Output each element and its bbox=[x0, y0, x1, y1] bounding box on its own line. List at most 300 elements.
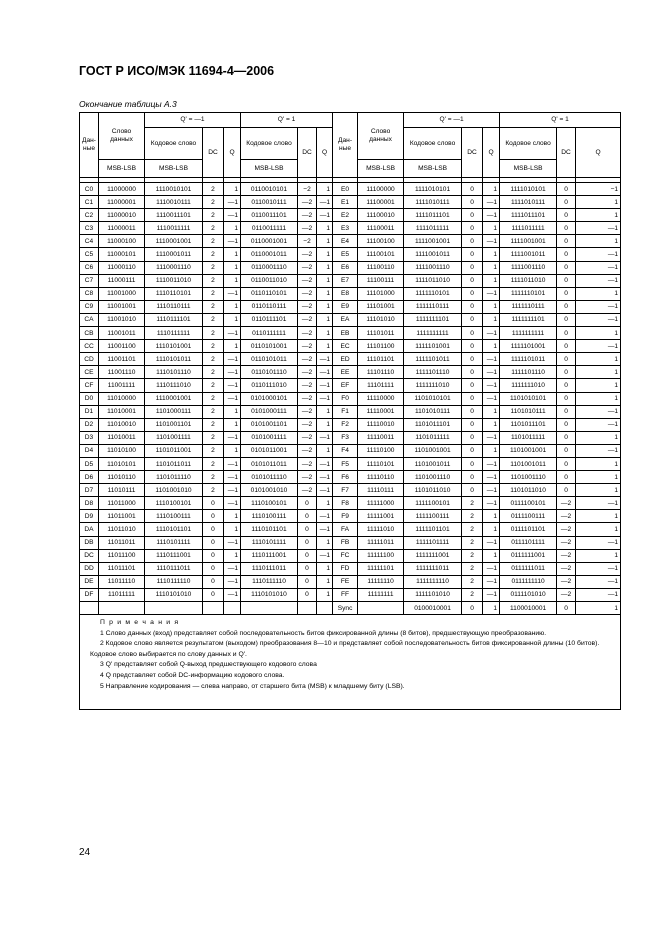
hex-cell: CB bbox=[80, 327, 99, 340]
codeword-cell: 0110001110 bbox=[241, 261, 298, 274]
hex-cell: D9 bbox=[80, 510, 99, 523]
codeword-cell: 1110101101 bbox=[145, 523, 203, 536]
codeword-cell: 1110010111 bbox=[145, 196, 203, 209]
q-cell: 1 bbox=[483, 222, 500, 235]
codeword-cell: 0101011110 bbox=[241, 471, 298, 484]
q-cell: 1 bbox=[317, 327, 333, 340]
q-cell: 1 bbox=[317, 444, 333, 457]
dc-cell: —2 bbox=[557, 562, 576, 575]
codeword-cell: 1101011101 bbox=[500, 418, 557, 431]
dc-cell: 2 bbox=[203, 235, 224, 248]
codeword-cell: 1110100101 bbox=[145, 497, 203, 510]
codeword-cell: 0101000101 bbox=[241, 392, 298, 405]
codeword-cell: 1110101001 bbox=[145, 340, 203, 353]
hex-cell: Sync bbox=[333, 602, 358, 615]
dc-cell: 0 bbox=[462, 431, 483, 444]
dc-cell: 0 bbox=[462, 235, 483, 248]
dc-cell: —2 bbox=[298, 274, 317, 287]
dc-cell: 0 bbox=[462, 340, 483, 353]
q-cell: 1 bbox=[317, 248, 333, 261]
dc-cell: 2 bbox=[203, 274, 224, 287]
header-q: Q bbox=[224, 128, 241, 178]
dc-cell: 0 bbox=[557, 287, 576, 300]
dc-cell: 0 bbox=[462, 287, 483, 300]
data-word-cell: 11111100 bbox=[358, 549, 404, 562]
codeword-cell: 1111100101 bbox=[404, 497, 462, 510]
data-word-cell: 11111101 bbox=[358, 562, 404, 575]
data-word-cell: 11000001 bbox=[99, 196, 145, 209]
codeword-cell: 1110111111 bbox=[145, 327, 203, 340]
dc-cell: 0 bbox=[557, 353, 576, 366]
header-q: Q bbox=[317, 128, 333, 178]
codeword-cell: 1101001110 bbox=[500, 471, 557, 484]
codeword-cell: 1110001110 bbox=[145, 261, 203, 274]
codeword-cell: 1101001011 bbox=[500, 457, 557, 470]
data-word-cell: 11000100 bbox=[99, 235, 145, 248]
q-cell bbox=[317, 602, 333, 615]
dc-cell: —2 bbox=[298, 248, 317, 261]
q-cell: —1 bbox=[317, 523, 333, 536]
dc-cell: 0 bbox=[298, 523, 317, 536]
codeword-cell: 1101010101 bbox=[404, 392, 462, 405]
codeword-cell: 1101011001 bbox=[145, 444, 203, 457]
q-cell: —1 bbox=[483, 471, 500, 484]
q-cell: —1 bbox=[483, 196, 500, 209]
dc-cell: 0 bbox=[298, 588, 317, 601]
dc-cell: —2 bbox=[298, 379, 317, 392]
codeword-cell: 1110111110 bbox=[241, 575, 298, 588]
dc-cell: 2 bbox=[203, 353, 224, 366]
codeword-cell: 0110110111 bbox=[241, 300, 298, 313]
data-word-cell: 11001110 bbox=[99, 366, 145, 379]
data-word-cell: 11011000 bbox=[99, 497, 145, 510]
codeword-cell: 1110111110 bbox=[145, 575, 203, 588]
q-cell: —1 bbox=[483, 575, 500, 588]
dc-cell: −2 bbox=[298, 183, 317, 196]
hex-cell: C2 bbox=[80, 209, 99, 222]
hex-cell: DD bbox=[80, 562, 99, 575]
data-word-cell: 11011001 bbox=[99, 510, 145, 523]
dc-cell: —2 bbox=[298, 313, 317, 326]
dc-cell: 2 bbox=[203, 340, 224, 353]
dc-cell: 2 bbox=[462, 562, 483, 575]
q-cell: 1 bbox=[317, 562, 333, 575]
header-dc: DC bbox=[557, 128, 576, 178]
dc-cell: 2 bbox=[203, 392, 224, 405]
hex-cell: FB bbox=[333, 536, 358, 549]
hex-cell: F6 bbox=[333, 471, 358, 484]
data-word-cell: 11111111 bbox=[358, 588, 404, 601]
dc-cell: 0 bbox=[462, 379, 483, 392]
dc-cell: 0 bbox=[557, 183, 576, 196]
data-word-cell: 11101000 bbox=[358, 287, 404, 300]
hex-cell: EF bbox=[333, 379, 358, 392]
q-cell: —1 bbox=[483, 379, 500, 392]
dc-cell: 0 bbox=[557, 222, 576, 235]
dc-cell: 0 bbox=[462, 484, 483, 497]
table-row bbox=[80, 183, 621, 196]
q-cell: 1 bbox=[317, 588, 333, 601]
q-cell: 1 bbox=[576, 510, 621, 523]
q-cell: 1 bbox=[576, 235, 621, 248]
dc-cell: 0 bbox=[298, 536, 317, 549]
codeword-cell: 1110101111 bbox=[241, 536, 298, 549]
q-cell: —1 bbox=[576, 340, 621, 353]
q-cell: —1 bbox=[224, 287, 241, 300]
codeword-cell: 0111101111 bbox=[500, 536, 557, 549]
data-word-cell: 11110000 bbox=[358, 392, 404, 405]
q-cell: —1 bbox=[224, 497, 241, 510]
codeword-cell: 1110111101 bbox=[145, 313, 203, 326]
dc-cell: 2 bbox=[203, 444, 224, 457]
table-row bbox=[80, 261, 621, 274]
q-cell: —1 bbox=[576, 261, 621, 274]
dc-cell: 2 bbox=[462, 575, 483, 588]
codeword-cell: 0110011101 bbox=[241, 209, 298, 222]
header-codeword: Кодовое слово bbox=[404, 128, 462, 160]
dc-cell: 0 bbox=[557, 261, 576, 274]
header-codeword: Кодовое слово bbox=[145, 128, 203, 160]
dc-cell: 2 bbox=[462, 549, 483, 562]
q-cell: 1 bbox=[317, 313, 333, 326]
hex-cell: D5 bbox=[80, 457, 99, 470]
q-cell: 1 bbox=[576, 379, 621, 392]
codeword-cell: 1110101010 bbox=[241, 588, 298, 601]
codeword-cell: 1101001011 bbox=[404, 457, 462, 470]
hex-cell: CF bbox=[80, 379, 99, 392]
q-cell: —1 bbox=[317, 196, 333, 209]
codeword-cell: 0110011010 bbox=[241, 274, 298, 287]
dc-cell: 2 bbox=[203, 366, 224, 379]
codeword-cell: 0110101001 bbox=[241, 340, 298, 353]
q-cell: —1 bbox=[224, 471, 241, 484]
data-word-cell: 11110100 bbox=[358, 444, 404, 457]
q-cell: 1 bbox=[317, 261, 333, 274]
table-row bbox=[80, 222, 621, 235]
dc-cell: 2 bbox=[203, 405, 224, 418]
q-cell: 1 bbox=[317, 340, 333, 353]
hex-cell: FA bbox=[333, 523, 358, 536]
q-cell: —1 bbox=[317, 353, 333, 366]
dc-cell: —2 bbox=[298, 287, 317, 300]
codeword-cell: 0110001011 bbox=[241, 248, 298, 261]
data-word-cell: 11000110 bbox=[99, 261, 145, 274]
dc-cell: 0 bbox=[298, 510, 317, 523]
codeword-cell: 1110111001 bbox=[145, 549, 203, 562]
codeword-cell: 0101011001 bbox=[241, 444, 298, 457]
dc-cell: 0 bbox=[462, 313, 483, 326]
codeword-cell: 0110010101 bbox=[241, 183, 298, 196]
dc-cell: 0 bbox=[203, 523, 224, 536]
header-msb-lsb: MSB-LSB bbox=[145, 160, 203, 178]
hex-cell: F3 bbox=[333, 431, 358, 444]
q-cell: —1 bbox=[224, 536, 241, 549]
q-cell: —1 bbox=[224, 209, 241, 222]
header-q: Q bbox=[483, 128, 500, 178]
q-cell: 1 bbox=[224, 444, 241, 457]
dc-cell: 0 bbox=[462, 353, 483, 366]
table-row bbox=[80, 340, 621, 353]
codeword-cell: 0110101011 bbox=[241, 353, 298, 366]
codeword-cell: 1111111101 bbox=[404, 313, 462, 326]
dc-cell: 2 bbox=[203, 300, 224, 313]
hex-cell: DE bbox=[80, 575, 99, 588]
q-cell: 1 bbox=[576, 602, 621, 615]
dc-cell: 0 bbox=[557, 405, 576, 418]
q-cell: 1 bbox=[224, 248, 241, 261]
q-cell: —1 bbox=[576, 588, 621, 601]
codeword-cell: 1111111001 bbox=[404, 549, 462, 562]
data-word-cell: 11010111 bbox=[99, 484, 145, 497]
dc-cell: —2 bbox=[298, 392, 317, 405]
q-cell: —1 bbox=[224, 366, 241, 379]
dc-cell: 2 bbox=[203, 209, 224, 222]
codeword-cell: 0111111011 bbox=[500, 562, 557, 575]
table-row bbox=[80, 196, 621, 209]
codeword-cell: 1111110111 bbox=[500, 300, 557, 313]
codeword-cell: 1101001010 bbox=[145, 484, 203, 497]
q-cell: —1 bbox=[224, 392, 241, 405]
dc-cell: 0 bbox=[557, 392, 576, 405]
dc-cell: 0 bbox=[203, 536, 224, 549]
q-cell: —1 bbox=[224, 575, 241, 588]
data-word-cell: 11100111 bbox=[358, 274, 404, 287]
codeword-cell: 1111111011 bbox=[404, 562, 462, 575]
dc-cell: —2 bbox=[298, 353, 317, 366]
dc-cell: 2 bbox=[462, 510, 483, 523]
q-cell: —1 bbox=[576, 405, 621, 418]
codeword-cell: 1111001011 bbox=[404, 248, 462, 261]
data-word-cell: 11101011 bbox=[358, 327, 404, 340]
dc-cell: —2 bbox=[298, 471, 317, 484]
dc-cell: 0 bbox=[557, 196, 576, 209]
hex-cell: ED bbox=[333, 353, 358, 366]
codeword-cell: 0101001101 bbox=[241, 418, 298, 431]
q-cell: —1 bbox=[483, 431, 500, 444]
q-cell: 1 bbox=[483, 523, 500, 536]
dc-cell: —2 bbox=[298, 484, 317, 497]
dc-cell: 0 bbox=[462, 300, 483, 313]
codeword-cell bbox=[241, 602, 298, 615]
codeword-cell: 1101011110 bbox=[145, 471, 203, 484]
data-word-cell: 11110010 bbox=[358, 418, 404, 431]
hex-cell: EB bbox=[333, 327, 358, 340]
q-cell: —1 bbox=[576, 274, 621, 287]
encoding-table bbox=[79, 112, 621, 710]
hex-cell: FD bbox=[333, 562, 358, 575]
note-item: 5 Направление кодирования — слева направо, от старшего бита (MSB) к младшему биту (LSB). bbox=[100, 682, 405, 690]
codeword-cell: 1110101011 bbox=[145, 353, 203, 366]
dc-cell: 2 bbox=[203, 327, 224, 340]
notes-heading: П р и м е ч а н и я bbox=[100, 619, 180, 627]
data-word-cell: 11010000 bbox=[99, 392, 145, 405]
q-cell: —1 bbox=[483, 497, 500, 510]
hex-cell: DC bbox=[80, 549, 99, 562]
q-cell: —1 bbox=[224, 457, 241, 470]
hex-cell: F1 bbox=[333, 405, 358, 418]
table-row bbox=[80, 497, 621, 510]
note-item: 4 Q представляет собой DC-информацию кодового слова. bbox=[100, 672, 285, 680]
q-cell: —1 bbox=[483, 287, 500, 300]
header-dc: DC bbox=[462, 128, 483, 178]
codeword-cell: 1111101001 bbox=[404, 340, 462, 353]
header-msb-lsb: MSB-LSB bbox=[404, 160, 462, 178]
dc-cell: 2 bbox=[462, 497, 483, 510]
hex-cell: DB bbox=[80, 536, 99, 549]
note-item: 1 Слово данных (вход) представляет собой последовательность битов фиксированной длины (8 битов), предшествующую преобразованию. bbox=[100, 629, 547, 637]
q-cell: 1 bbox=[317, 418, 333, 431]
codeword-cell: 1110111010 bbox=[145, 379, 203, 392]
codeword-cell: 0111101101 bbox=[500, 523, 557, 536]
codeword-cell: 1110011101 bbox=[145, 209, 203, 222]
q-cell: 1 bbox=[317, 300, 333, 313]
q-cell: —1 bbox=[317, 209, 333, 222]
table-row bbox=[80, 379, 621, 392]
hex-cell: FF bbox=[333, 588, 358, 601]
dc-cell: 0 bbox=[557, 235, 576, 248]
hex-cell: C4 bbox=[80, 235, 99, 248]
q-cell: —1 bbox=[576, 497, 621, 510]
codeword-cell: 1110101010 bbox=[145, 588, 203, 601]
data-word-cell: 11111000 bbox=[358, 497, 404, 510]
dc-cell: 2 bbox=[203, 196, 224, 209]
table-row bbox=[80, 418, 621, 431]
data-word-cell: 11111010 bbox=[358, 523, 404, 536]
codeword-cell: 1110001011 bbox=[145, 248, 203, 261]
q-cell: 1 bbox=[317, 287, 333, 300]
dc-cell: 0 bbox=[203, 510, 224, 523]
dc-cell: —2 bbox=[557, 497, 576, 510]
q-cell: —1 bbox=[483, 562, 500, 575]
q-cell: —1 bbox=[224, 562, 241, 575]
dc-cell: 2 bbox=[203, 313, 224, 326]
dc-cell: —2 bbox=[298, 366, 317, 379]
data-word-cell: 11100011 bbox=[358, 222, 404, 235]
table-row bbox=[80, 575, 621, 588]
table-row bbox=[80, 353, 621, 366]
data-word-cell: 11111110 bbox=[358, 575, 404, 588]
dc-cell: —2 bbox=[298, 196, 317, 209]
dc-cell: 0 bbox=[462, 457, 483, 470]
dc-cell: —2 bbox=[298, 457, 317, 470]
header-msb-lsb: MSB-LSB bbox=[358, 160, 404, 178]
dc-cell: 2 bbox=[462, 588, 483, 601]
codeword-cell: 0110010111 bbox=[241, 196, 298, 209]
table-row bbox=[80, 457, 621, 470]
q-cell: —1 bbox=[317, 510, 333, 523]
table-row bbox=[80, 484, 621, 497]
q-cell bbox=[224, 602, 241, 615]
q-cell: 1 bbox=[317, 575, 333, 588]
hex-cell: D3 bbox=[80, 431, 99, 444]
dc-cell: 0 bbox=[462, 444, 483, 457]
hex-cell: D2 bbox=[80, 418, 99, 431]
codeword-cell: 1111010101 bbox=[404, 183, 462, 196]
hex-cell: D8 bbox=[80, 497, 99, 510]
header-qminus-left: Q' = —1 bbox=[145, 113, 241, 128]
q-cell: —1 bbox=[576, 222, 621, 235]
dc-cell: 0 bbox=[557, 274, 576, 287]
data-word-cell: 11001010 bbox=[99, 313, 145, 326]
codeword-cell: 1111111111 bbox=[404, 327, 462, 340]
hex-cell: C7 bbox=[80, 274, 99, 287]
codeword-cell: 1110100111 bbox=[145, 510, 203, 523]
q-cell: 1 bbox=[576, 366, 621, 379]
hex-cell: F0 bbox=[333, 392, 358, 405]
codeword-cell: 1111101110 bbox=[404, 366, 462, 379]
dc-cell: 2 bbox=[203, 261, 224, 274]
q-cell: 1 bbox=[317, 536, 333, 549]
codeword-cell: 0111111110 bbox=[500, 575, 557, 588]
codeword-cell: 1110100111 bbox=[241, 510, 298, 523]
hex-cell: CE bbox=[80, 366, 99, 379]
dc-cell: 2 bbox=[203, 287, 224, 300]
dc-cell: 0 bbox=[203, 588, 224, 601]
dc-cell: —2 bbox=[557, 536, 576, 549]
codeword-cell: 1111001001 bbox=[500, 235, 557, 248]
q-cell: 1 bbox=[576, 523, 621, 536]
data-word-cell: 11000010 bbox=[99, 209, 145, 222]
header-codeword: Кодовое слово bbox=[241, 128, 298, 160]
codeword-cell: 1111011101 bbox=[404, 209, 462, 222]
header-dc: DC bbox=[298, 128, 317, 178]
q-cell: 1 bbox=[224, 222, 241, 235]
hex-cell: C6 bbox=[80, 261, 99, 274]
q-cell: 1 bbox=[576, 549, 621, 562]
codeword-cell: 1111111101 bbox=[500, 313, 557, 326]
dc-cell: —2 bbox=[298, 405, 317, 418]
dc-cell: —2 bbox=[557, 523, 576, 536]
codeword-cell: 1111010101 bbox=[500, 183, 557, 196]
table-caption: Окончание таблицы А.3 bbox=[79, 99, 177, 109]
codeword-cell: 1111111111 bbox=[500, 327, 557, 340]
q-cell: 1 bbox=[576, 471, 621, 484]
codeword-cell: 1110111011 bbox=[145, 562, 203, 575]
data-word-cell: 11111001 bbox=[358, 510, 404, 523]
codeword-cell: 1111010111 bbox=[500, 196, 557, 209]
q-cell: 1 bbox=[576, 353, 621, 366]
hex-cell: E5 bbox=[333, 248, 358, 261]
data-word-cell: 11000000 bbox=[99, 183, 145, 196]
codeword-cell: 0101001010 bbox=[241, 484, 298, 497]
codeword-cell: 1111101010 bbox=[404, 588, 462, 601]
dc-cell: 0 bbox=[557, 313, 576, 326]
data-word-cell: 11101001 bbox=[358, 300, 404, 313]
dc-cell: 0 bbox=[557, 366, 576, 379]
data-word-cell: 11101111 bbox=[358, 379, 404, 392]
dc-cell: 2 bbox=[203, 471, 224, 484]
q-cell: —1 bbox=[483, 392, 500, 405]
q-cell: 1 bbox=[576, 327, 621, 340]
hex-cell: E4 bbox=[333, 235, 358, 248]
q-cell: —1 bbox=[576, 536, 621, 549]
hex-cell: D7 bbox=[80, 484, 99, 497]
codeword-cell: 0110110101 bbox=[241, 287, 298, 300]
q-cell: 1 bbox=[483, 418, 500, 431]
q-cell: 1 bbox=[576, 209, 621, 222]
q-cell: —1 bbox=[576, 444, 621, 457]
table-row bbox=[80, 366, 621, 379]
codeword-cell: 1111101011 bbox=[500, 353, 557, 366]
codeword-cell: 1100010001 bbox=[500, 602, 557, 615]
dc-cell: 0 bbox=[557, 431, 576, 444]
q-cell: 1 bbox=[483, 340, 500, 353]
codeword-cell: 1111111010 bbox=[404, 379, 462, 392]
dc-cell: —2 bbox=[298, 300, 317, 313]
data-word-cell: 11011101 bbox=[99, 562, 145, 575]
table-row bbox=[80, 327, 621, 340]
dc-cell: 0 bbox=[557, 300, 576, 313]
